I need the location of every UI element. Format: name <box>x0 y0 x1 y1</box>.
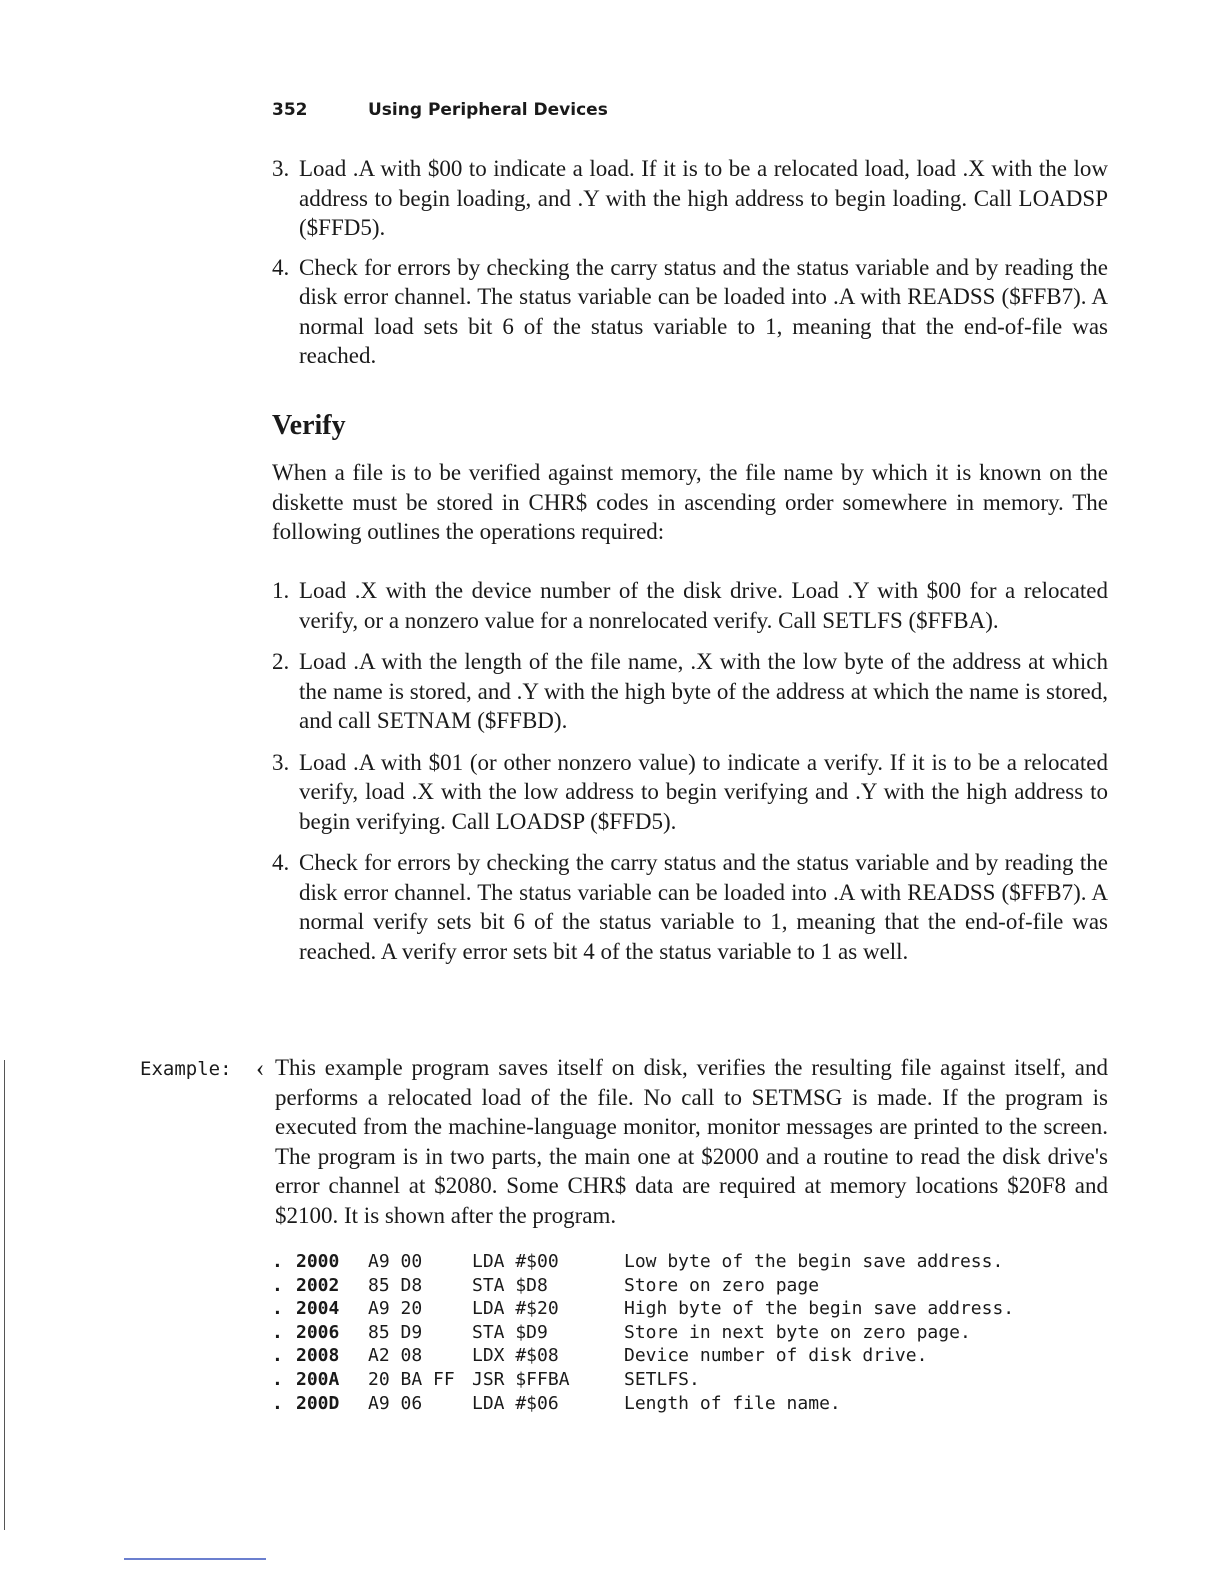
footer-rule <box>124 1558 266 1560</box>
verify-steps <box>272 576 1108 966</box>
step-number: 3. <box>272 156 290 181</box>
step-number: 4. <box>272 850 290 875</box>
listing-row <box>272 1392 841 1416</box>
running-head <box>272 100 608 120</box>
verify-step <box>272 848 1108 966</box>
step-number: 2. <box>272 649 290 674</box>
verify-step <box>272 576 1108 635</box>
row-instruction: LDX #$08 <box>472 1345 559 1367</box>
step-number: 3. <box>272 749 290 775</box>
row-marker: . <box>272 1345 283 1367</box>
row-address: 200D <box>296 1392 340 1414</box>
row-hex: A2 08 <box>368 1345 423 1367</box>
row-instruction: STA $D9 <box>472 1321 548 1343</box>
row-comment: Length of file name. <box>624 1392 841 1414</box>
scan-edge-line <box>4 1060 5 1530</box>
row-address: 200A <box>296 1368 340 1390</box>
row-hex: A9 20 <box>368 1298 423 1320</box>
row-marker: . <box>272 1274 283 1296</box>
step-number: 1. <box>272 578 290 603</box>
row-comment: Store in next byte on zero page. <box>624 1321 971 1343</box>
row-instruction: JSR $FFBA <box>472 1368 570 1390</box>
row-comment: Store on zero page <box>624 1274 820 1296</box>
load-step <box>272 253 1108 371</box>
step-text: Load .X with the device number of the disk drive. Load .Y with $00 for a relocated verify, or a nonzero value for a nonrelocated verify. Call SETLFS ($FFBA). <box>299 578 1108 633</box>
row-address: 2008 <box>296 1345 340 1367</box>
step-number: 4. <box>272 254 290 280</box>
listing-row <box>272 1344 928 1368</box>
verify-intro: When a file is to be verified against memory, the file name by which it is known on the diskette must be stored in CHR$ codes in ascending order somewhere in memory. The following outlines the operations required: <box>272 460 1108 544</box>
row-address: 2002 <box>296 1274 340 1296</box>
row-instruction: LDA #$00 <box>472 1251 559 1272</box>
bracket-mark-icon: ‹ <box>256 1055 265 1082</box>
row-hex: 85 D9 <box>368 1321 423 1343</box>
row-hex: 85 D8 <box>368 1274 423 1296</box>
row-address: 2006 <box>296 1321 340 1343</box>
row-address: 2004 <box>296 1298 340 1320</box>
page-number: 352 <box>272 100 308 120</box>
row-comment: Low byte of the begin save address. <box>624 1251 1004 1272</box>
step-text: Check for errors by checking the carry status and the status variable and by reading the disk error channel. The status variable can be loaded into .A with READSS ($FFB7). A normal verify sets bit 6 of the status variable to 1, meaning that the end-of-file was reached. A verify error sets bit 4 of the status variable to 1 as well. <box>299 850 1108 964</box>
row-instruction: STA $D8 <box>472 1274 548 1296</box>
listing-row <box>272 1274 820 1298</box>
listing-row <box>272 1297 1015 1321</box>
step-text: Check for errors by checking the carry status and the status variable and by reading the disk error channel. The status variable can be loaded into .A with READSS ($FFB7). A normal load sets bit 6 of the status variable to 1, meaning that the end-of-file was reached. <box>299 254 1108 368</box>
row-marker: . <box>272 1321 283 1343</box>
row-comment: Device number of disk drive. <box>624 1345 928 1367</box>
example-text: This example program saves itself on disk, verifies the resulting file against itself, and performs a relocated load of the file. No call to SETMSG is made. If the program is executed from the machine-language monitor, monitor messages are printed to the screen. The program is in two parts, the main one at $2000 and a routine to read the disk drive's error channel at $2080. Some CHR$ data are required at memory locations $20F8 and $2100. It is shown after the program. <box>275 1055 1108 1228</box>
verify-step <box>272 647 1108 736</box>
row-instruction: LDA #$06 <box>472 1392 559 1414</box>
load-steps <box>272 154 1108 371</box>
row-instruction: LDA #$20 <box>472 1298 559 1320</box>
row-comment: SETLFS. <box>624 1368 700 1390</box>
row-marker: . <box>272 1368 283 1390</box>
row-comment: High byte of the begin save address. <box>624 1298 1015 1320</box>
row-hex: A9 06 <box>368 1392 423 1414</box>
listing-row <box>272 1250 1004 1274</box>
row-marker: . <box>272 1298 283 1320</box>
load-step <box>272 154 1108 243</box>
row-hex: 20 BA FF <box>368 1368 455 1390</box>
running-title: Using Peripheral Devices <box>368 100 608 120</box>
example-label: Example: <box>140 1058 232 1080</box>
step-text: Load .A with the length of the file name, .X with the low byte of the address at which the name is stored, and .Y with the high byte of the address at which the name is stored, and call SETNAM ($FFBD). <box>299 649 1108 733</box>
section-heading-verify: Verify <box>272 410 346 441</box>
row-address: 2000 <box>296 1251 340 1272</box>
listing-row <box>272 1321 971 1345</box>
step-text: Load .A with $01 (or other nonzero value) to indicate a verify. If it is to be a relocated verify, load .X with the low address to begin verifying and .Y with the high address to begin verifying. Call LOADSP ($FFD5). <box>299 749 1108 834</box>
listing-row <box>272 1368 700 1392</box>
verify-step <box>272 748 1108 837</box>
row-marker: . <box>272 1251 283 1272</box>
step-text: Load .A with $00 to indicate a load. If it is to be a relocated load, load .X with the low address to begin loading, and .Y with the high address to begin loading. Call LOADSP ($FFD5). <box>299 156 1108 240</box>
row-marker: . <box>272 1392 283 1414</box>
row-hex: A9 00 <box>368 1251 423 1272</box>
assembly-listing <box>272 1250 1015 1415</box>
